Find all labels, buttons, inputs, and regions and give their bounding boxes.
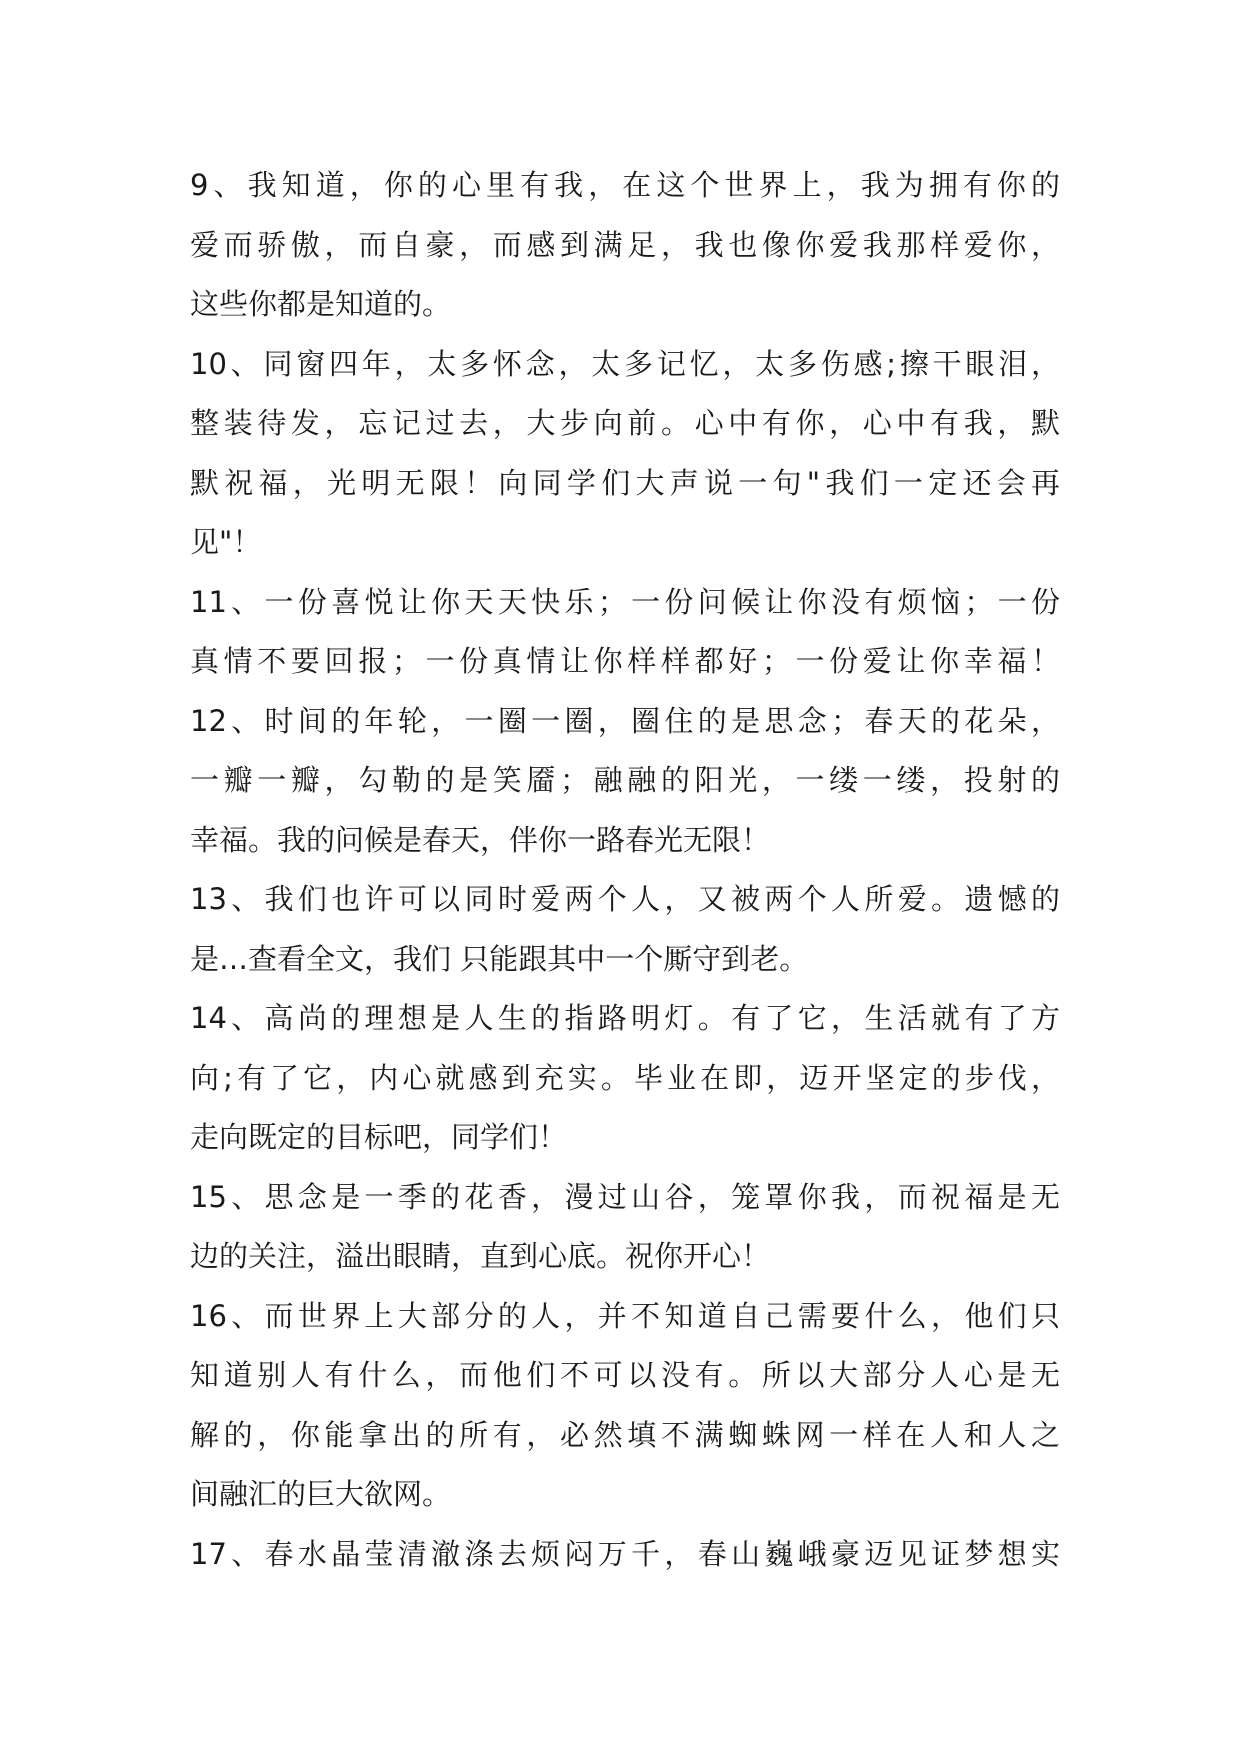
text-line: 16、而世界上大部分的人，并不知道自己需要什么，他们只: [190, 1298, 1060, 1333]
text-line: 整装待发，忘记过去，大步向前。心中有你，心中有我，默: [190, 406, 1060, 440]
paragraph-10: [190, 335, 1060, 573]
text-line: 走向既定的目标吧，同学们！: [190, 1120, 568, 1154]
text-line: 是…查看全文，我们 只能跟其中一个厮守到老。: [190, 941, 809, 976]
paragraph-9: [190, 156, 1060, 335]
text-line: 12、时间的年轮，一圈一圈，圈住的是思念；春天的花朵，: [190, 703, 1060, 738]
text-line: 13、我们也许可以同时爱两个人，又被两个人所爱。遗憾的: [190, 882, 1060, 916]
text-line: 15、思念是一季的花香，漫过山谷，笼罩你我，而祝福是无: [190, 1179, 1060, 1214]
text-line: 爱而骄傲，而自豪，而感到满足，我也像你爱我那样爱你，: [190, 227, 1060, 262]
document-body: [190, 156, 1060, 1584]
paragraph-16: [190, 1287, 1060, 1525]
text-line: 边的关注，溢出眼睛，直到心底。祝你开心！: [190, 1239, 771, 1273]
text-line: 一瓣一瓣，勾勒的是笑靥；融融的阳光，一缕一缕，投射的: [190, 763, 1060, 797]
text-line: 这些你都是知道的。: [190, 287, 452, 321]
text-line: 9、我知道，你的心里有我，在这个世界上，我为拥有你的: [190, 168, 1060, 202]
text-line: 10、同窗四年，太多怀念，太多记忆，太多伤感;擦干眼泪，: [190, 346, 1060, 381]
text-line: 11、一份喜悦让你天天快乐；一份问候让你没有烦恼；一份: [190, 584, 1060, 619]
text-line: 幸福。我的问候是春天，伴你一路春光无限！: [190, 822, 771, 857]
paragraph-13: [190, 870, 1060, 989]
text-line: 真情不要回报；一份真情让你样样都好；一份爱让你幸福！: [190, 644, 1060, 678]
text-line: 17、春水晶莹清澈涤去烦闷万千，春山巍峨豪迈见证梦想实: [190, 1536, 1060, 1571]
text-line: 默祝福，光明无限！向同学们大声说一句"我们一定还会再: [190, 465, 1060, 500]
text-line: 知道别人有什么，而他们不可以没有。所以大部分人心是无: [190, 1358, 1060, 1392]
text-line: 间融汇的巨大欲网。: [190, 1477, 452, 1511]
paragraph-11: [190, 573, 1060, 692]
paragraph-15: [190, 1168, 1060, 1287]
paragraph-17: [190, 1525, 1060, 1585]
text-line: 见"！: [190, 525, 262, 559]
text-line: 14、高尚的理想是人生的指路明灯。有了它，生活就有了方: [190, 1001, 1060, 1035]
text-line: 向;有了它，内心就感到充实。毕业在即，迈开坚定的步伐，: [190, 1060, 1060, 1095]
paragraph-12: [190, 692, 1060, 871]
text-line: 解的，你能拿出的所有，必然填不满蜘蛛网一样在人和人之: [190, 1417, 1060, 1452]
paragraph-14: [190, 989, 1060, 1168]
